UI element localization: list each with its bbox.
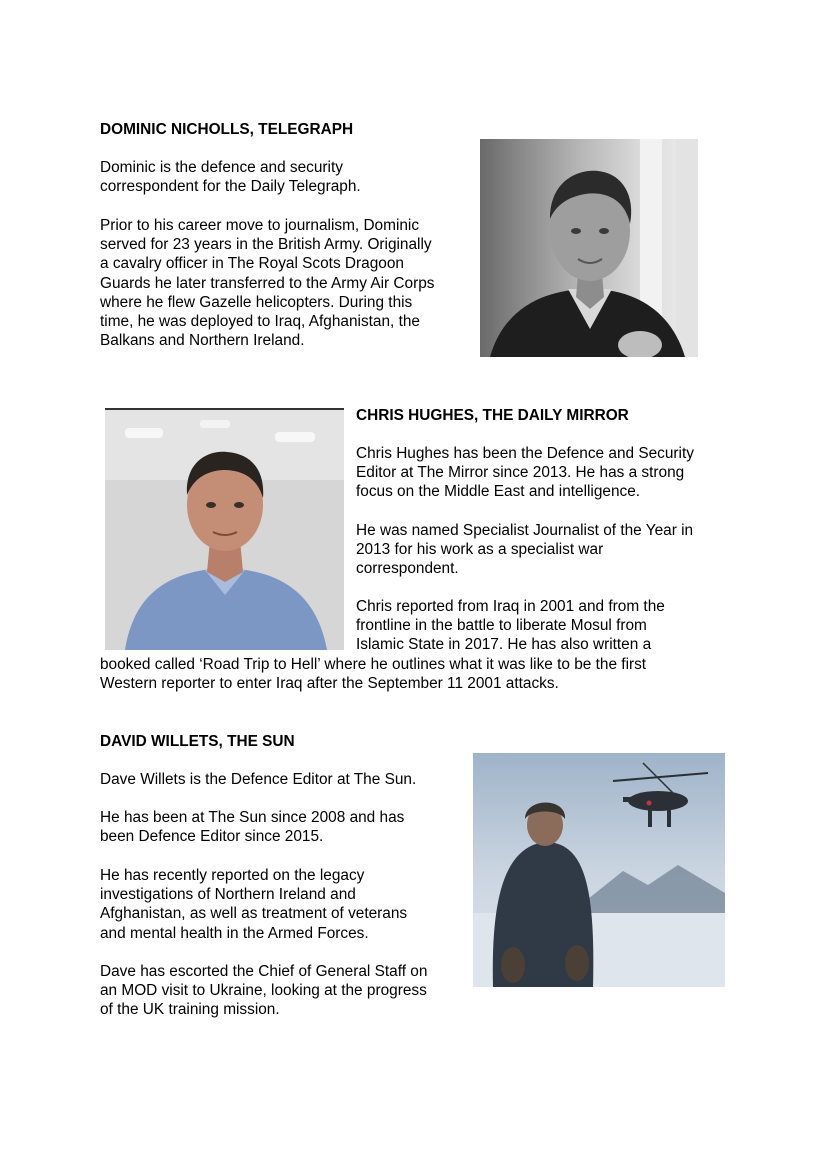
text-line: correspondent for the Daily Telegraph. (100, 178, 361, 196)
text-line: where he flew Gazelle helicopters. During this (100, 293, 413, 311)
profile-paragraph (100, 216, 434, 350)
text-line: focus on the Middle East and intelligence. (356, 483, 641, 501)
portrait-photo (480, 139, 698, 357)
text-line: He has been at The Sun since 2008 and has (100, 809, 405, 826)
text-line: Dave Willets is the Defence Editor at The Sun. (100, 771, 417, 788)
text-line: Prior to his career move to journalism, Dominic (100, 217, 420, 234)
profile-paragraph (356, 597, 665, 655)
text-line: Editor at The Mirror since 2013. He has a strong (356, 464, 685, 482)
text-line: Dominic is the defence and security (100, 159, 343, 176)
text-line: Afghanistan, as well as treatment of veterans (100, 905, 408, 923)
profile-heading: CHRIS HUGHES, THE DAILY MIRROR (356, 407, 629, 424)
profile-heading: DOMINIC NICHOLLS, TELEGRAPH (100, 121, 354, 138)
text-line: Guards he later transferred to the Army Air Corps (100, 274, 435, 292)
portrait-photo (473, 753, 725, 987)
portrait-photo (105, 408, 344, 650)
text-line: 2013 for his work as a specialist war (356, 541, 604, 559)
text-line: Chris Hughes has been the Defence and Security (356, 445, 694, 462)
text-line: frontline in the battle to liberate Mosul from (356, 617, 647, 635)
text-line: a cavalry officer in The Royal Scots Dragoon (100, 255, 404, 273)
text-line: of the UK training mission. (100, 1001, 280, 1019)
text-line: Balkans and Northern Ireland. (100, 332, 305, 350)
text-line: He was named Specialist Journalist of the Year in (356, 522, 694, 539)
text-line: Islamic State in 2017. He has also written a (356, 636, 652, 654)
profile-heading: DAVID WILLETS, THE SUN (100, 733, 295, 750)
text-line: Western reporter to enter Iraq after the September 11 2001 attacks. (100, 675, 559, 693)
profile-paragraph (356, 444, 694, 502)
text-line: booked called ‘Road Trip to Hell’ where he outlines what it was like to be the first (100, 656, 647, 673)
profile-paragraph (100, 866, 407, 943)
text-line: correspondent. (356, 560, 459, 578)
text-line: served for 23 years in the British Army. Originally (100, 236, 432, 254)
text-line: investigations of Northern Ireland and (100, 886, 356, 904)
profile-paragraph-continued (100, 655, 646, 693)
profile-paragraph (100, 962, 427, 1020)
text-line: an MOD visit to Ukraine, looking at the progress (100, 982, 427, 1000)
text-line: He has recently reported on the legacy (100, 867, 365, 884)
profile-paragraph (356, 521, 693, 579)
profile-paragraph (100, 808, 404, 846)
text-line: been Defence Editor since 2015. (100, 828, 324, 846)
profile-paragraph (100, 770, 416, 789)
text-line: time, he was deployed to Iraq, Afghanistan, the (100, 313, 420, 331)
profile-paragraph (100, 158, 361, 196)
text-line: Dave has escorted the Chief of General Staff on (100, 963, 428, 980)
text-line: and mental health in the Armed Forces. (100, 924, 369, 942)
text-line: Chris reported from Iraq in 2001 and from the (356, 598, 665, 615)
